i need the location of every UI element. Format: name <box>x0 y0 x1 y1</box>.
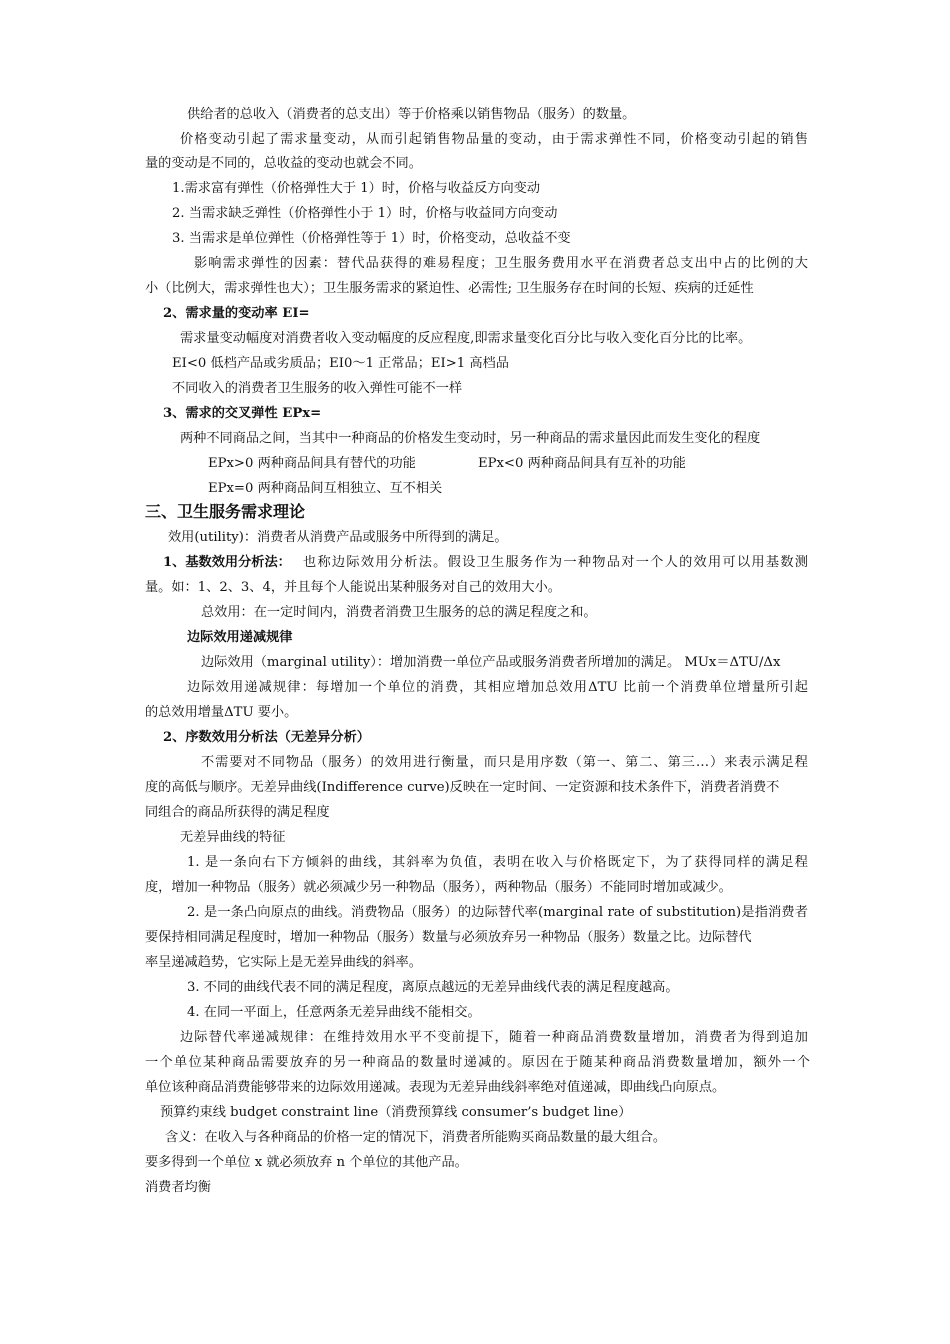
text-line: EPx<0 两种商品间具有互补的功能 <box>478 456 686 471</box>
chapter-heading: 三、卫生服务需求理论 <box>145 502 306 521</box>
text-line: 不需要对不同物品（服务）的效用进行衡量，而只是用序数（第一、第二、第三…）来表示满足程 <box>201 755 808 770</box>
text-line: 预算约束线 budget constraint line（消费预算线 consumer’s budget line） <box>160 1105 632 1120</box>
text-line: 要保持相同满足程度时，增加一种物品（服务）数量与必须放弃另一种物品（服务）数量之比。边际替代 <box>145 930 752 945</box>
text-line: 不同收入的消费者卫生服务的收入弹性可能不一样 <box>172 381 463 396</box>
section-heading: 2、需求量的变动率 EI= <box>163 306 310 321</box>
text-line: 效用(utility)：消费者从消费产品或服务中所得到的满足。 <box>168 530 508 545</box>
text-line: 单位该种商品消费能够带来的边际效用递减。表现为无差异曲线斜率绝对值递减，即曲线凸向原点。 <box>145 1080 726 1095</box>
text-line: EPx>0 两种商品间具有替代的功能 <box>208 456 416 471</box>
text-line: 供给者的总收入（消费者的总支出）等于价格乘以销售物品（服务）的数量。 <box>187 107 636 122</box>
text-line: EPx=0 两种商品间互相独立、互不相关 <box>208 481 443 496</box>
text-line: 无差异曲线的特征 <box>180 830 286 845</box>
text-line: 2. 当需求缺乏弹性（价格弹性小于 1）时，价格与收益同方向变动 <box>172 206 558 221</box>
text-line: 量。如：1、2、3、4，并且每个人能说出某种服务对自己的效用大小。 <box>145 580 561 595</box>
text-line: 一个单位某种商品需要放弃的另一种商品的数量时递减的。原因在于随某种商品消费数量增加，额外一个 <box>145 1055 810 1070</box>
text-line: 1.需求富有弹性（价格弹性大于 1）时，价格与收益反方向变动 <box>172 181 541 196</box>
text-line: 的总效用增量ΔTU 要小。 <box>145 705 298 720</box>
text-line: 边际效用（marginal utility）：增加消费一单位产品或服务消费者所增加的满足。 MUx＝ΔTU/Δx <box>201 655 781 670</box>
text-line: 度的高低与顺序。无差异曲线(Indifference curve)反映在一定时间、一定资源和技术条件下，消费者消费不 <box>145 780 780 795</box>
text-line: 量的变动是不同的，总收益的变动也就会不同。 <box>145 156 422 171</box>
text-line: 含义：在收入与各种商品的价格一定的情况下，消费者所能购买商品数量的最大组合。 <box>165 1130 667 1145</box>
text-line: 消费者均衡 <box>145 1180 211 1195</box>
text-line: 1. 是一条向右下方倾斜的曲线，其斜率为负值，表明在收入与价格既定下，为了获得同样的满足程 <box>187 855 808 870</box>
text-line: 同组合的商品所获得的满足程度 <box>145 805 330 820</box>
text-line: 3. 不同的曲线代表不同的满足程度，离原点越远的无差异曲线代表的满足程度越高。 <box>187 980 679 995</box>
text-line: 度，增加一种物品（服务）就必须减少另一种物品（服务），两种物品（服务）不能同时增加或减少。 <box>145 880 732 895</box>
text-line: 两种不同商品之间，当其中一种商品的价格发生变动时，另一种商品的需求量因此而发生变化的程度 <box>180 431 761 446</box>
text-line: 要多得到一个单位 x 就必须放弃 n 个单位的其他产品。 <box>145 1155 468 1170</box>
text-line: 4. 在同一平面上，任意两条无差异曲线不能相交。 <box>187 1005 481 1020</box>
text-line: 边际替代率递减规律：在维持效用水平不变前提下，随着一种商品消费数量增加，消费者为得到追加 <box>180 1030 808 1045</box>
text-line: 总效用：在一定时间内，消费者消费卫生服务的总的满足程度之和。 <box>201 605 597 620</box>
text-line: EI<0 低档产品或劣质品；EI0～1 正常品；EI>1 高档品 <box>172 356 509 371</box>
text-line: 影响需求弹性的因素：替代品获得的难易程度；卫生服务费用水平在消费者总支出中占的比例的大 <box>194 256 808 271</box>
section-heading: 2、序数效用分析法（无差异分析） <box>163 730 370 745</box>
text-line: 小（比例大，需求弹性也大）；卫生服务需求的紧迫性、必需性; 卫生服务存在时间的长短、疾病的迁延性 <box>145 281 754 296</box>
text-line: 也称边际效用分析法。假设卫生服务作为一种物品对一个人的效用可以用基数测 <box>303 555 808 570</box>
text-line: 价格变动引起了需求量变动，从而引起销售物品量的变动，由于需求弹性不同，价格变动引起的销售 <box>180 132 808 147</box>
subsection-heading: 边际效用递减规律 <box>187 630 293 645</box>
text-line: 2. 是一条凸向原点的曲线。消费物品（服务）的边际替代率(marginal rate of substitution)是指消费者 <box>187 905 808 920</box>
text-line: 率呈递减趋势，它实际上是无差异曲线的斜率。 <box>145 955 422 970</box>
section-heading: 3、需求的交叉弹性 EPx= <box>163 406 322 421</box>
text-line: 3. 当需求是单位弹性（价格弹性等于 1）时，价格变动，总收益不变 <box>172 231 571 246</box>
section-heading: 1、基数效用分析法： <box>163 555 291 570</box>
text-line: 需求量变动幅度对消费者收入变动幅度的反应程度,即需求量变化百分比与收入变化百分比的比率。 <box>180 331 752 346</box>
text-line: 边际效用递减规律：每增加一个单位的消费，其相应增加总效用ΔTU 比前一个消费单位增量所引起 <box>187 680 808 695</box>
